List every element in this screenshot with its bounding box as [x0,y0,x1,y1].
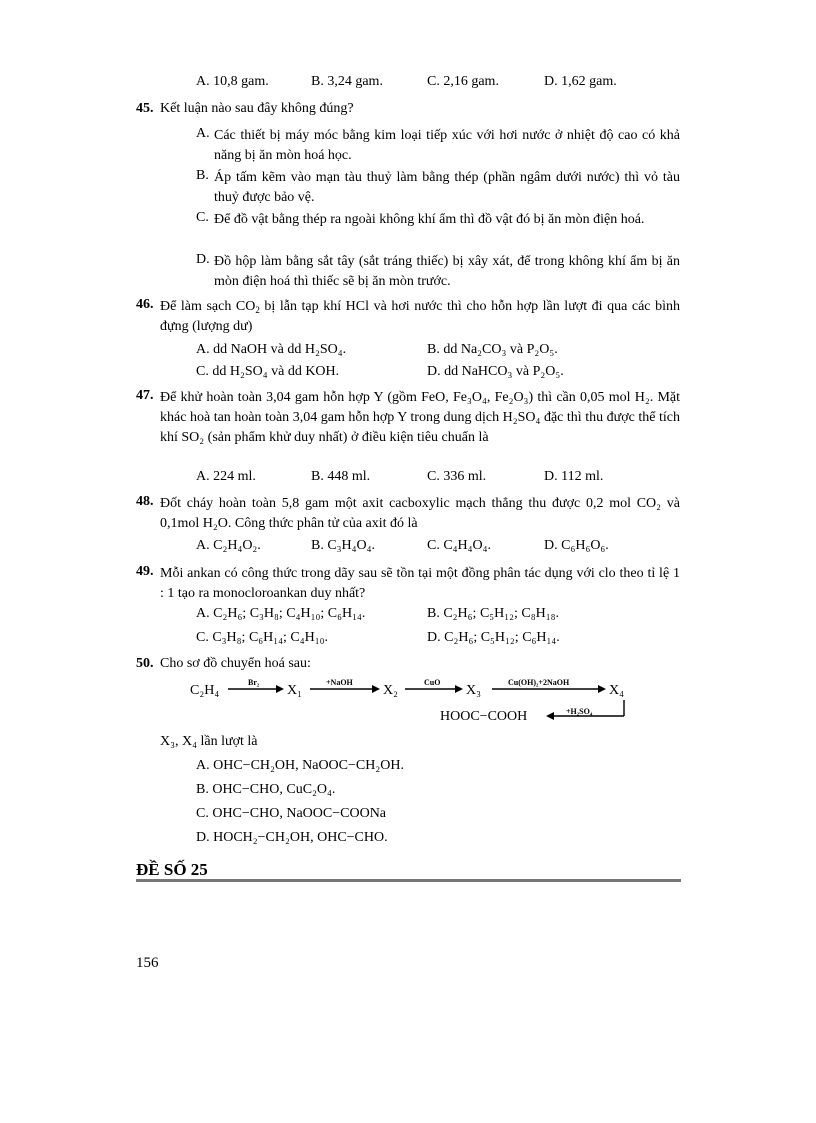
q48-option-b: B. C₃H₄O₄. [311,538,376,553]
scheme-x1: X₁ [287,683,302,698]
scheme-reagent-cuo: CuO [424,678,441,687]
q50-option-a: A. OHC−CH₂OH, NaOOC−CH₂OH. [196,758,404,773]
scheme-x3: X₃ [466,683,481,698]
section-divider [136,879,681,882]
scheme-reagent-h2so4: +H₂SO₄ [566,707,593,716]
q45-label-c: C. [196,210,209,225]
q49-stem: Mỗi ankan có công thức trong dãy sau sẽ tồn tại một đồng phân tác dụng với clo theo tỉ lệ 1 : 1 tạo ra monocloroankan duy nhất? [160,566,680,601]
q44-option-b: B. 3,24 gam. [311,74,383,89]
q45-option-b: Áp tấm kẽm vào mạn tàu thuỷ làm bằng thép (phần ngâm dưới nước) thì vỏ tàu thuỷ được bảo vệ. [214,170,680,205]
q46-stem: Để làm sạch $CO_2$ bị lẫn tạp khí HCl và hơi nước thì cho hỗn hợp lần lượt đi qua các bình đựng (lượng dư) [160,299,680,334]
q45-label-d: D. [196,252,210,267]
scheme-x2: X₂ [383,683,398,698]
q45-option-a: Các thiết bị máy móc bằng kim loại tiếp xúc với hơi nước ở nhiệt độ cao có khả năng bị ăn mòn hoá học. [214,128,680,163]
q49-option-c: C. C₃H₈; C₆H₁₄; C₄H₁₀. [196,630,329,645]
scheme-c2h4: C₂H₄ [190,683,220,698]
q50-stem: Cho sơ đồ chuyển hoá sau: [160,656,311,671]
scheme-arrow-3 [405,684,463,694]
q46-option-a: A. dd NaOH và dd H₂SO₄. [196,342,347,357]
q45-label-b: B. [196,168,209,183]
scheme-product: HOOC−COOH [440,709,528,724]
q47-option-a: A. 224 ml. [196,469,256,484]
q45-number: 45. [136,101,154,116]
q45-option-d: Đồ hộp làm bằng sắt tây (sắt tráng thiếc) bị xây xát, để trong không khí ẩm bị ăn mòn điện hoá thì thiếc sẽ bị ăn mòn trước. [214,254,680,289]
q47-option-d: D. 112 ml. [544,469,604,484]
scheme-reagent-cuoh2: Cu(OH)₂+2NaOH [508,678,570,687]
q47-stem: Để khử hoàn toàn 3,04 gam hỗn hợp Y (gồm FeO, Fe₃O₄, Fe₂O₃) thì cần 0,05 mol H₂. Mặt khác hoà tan hoàn toàn 3,04 gam hỗn hợp Y trong dung dịch H₂SO₄ đặc thì thu được thể tích khí SO₂ (sản phẩm khử duy nhất) ở điều kiện tiêu chuẩn là [160,390,680,445]
q44-option-d: D. 1,62 gam. [544,74,617,89]
section-title: ĐỀ SỐ 25 [136,860,208,879]
q45-option-c: Để đồ vật bằng thép ra ngoài không khí ẩm thì đồ vật đó bị ăn mòn điện hoá. [214,212,645,227]
q45-stem: Kết luận nào sau đây không đúng? [160,101,354,116]
q46-number: 46. [136,297,154,312]
q49-option-b: B. C₂H₆; C₅H₁₂; C₈H₁₈. [427,606,560,621]
scheme-reagent-naoh: +NaOH [326,678,353,687]
q46-option-d: D. dd NaHCO₃ và P₂O₅. [427,364,564,379]
q50-question: X₃, X₄ lần lượt là [160,734,258,749]
q49-option-d: D. C₂H₆; C₅H₁₂; C₆H₁₄. [427,630,560,645]
page-number: 156 [136,955,159,971]
q48-stem: Đốt cháy hoàn toàn 5,8 gam một axit cacboxylic mạch thẳng thu được 0,2 mol CO₂ và 0,1mol H₂O. Công thức phân tử của axit đó là [160,496,680,531]
scheme-reagent-br2: Br₂ [248,678,260,687]
q45-label-a: A. [196,126,210,141]
q48-option-c: C. C₄H₄O₄. [427,538,492,553]
scheme-arrow-2 [310,684,380,694]
q50-option-c: C. OHC−CHO, NaOOC−COONa [196,806,387,821]
q47-option-c: C. 336 ml. [427,469,487,484]
scheme-arrow-4 [492,684,606,694]
q50-number: 50. [136,656,154,671]
q44-option-a: A. 10,8 gam. [196,74,269,89]
q48-option-d: D. C₆H₆O₆. [544,538,609,553]
q48-number: 48. [136,494,154,509]
q50-option-b: B. OHC−CHO, CuC₂O₄. [196,782,336,797]
q49-option-a: A. C₂H₆; C₃H₈; C₄H₁₀; C₆H₁₄. [196,606,366,621]
scheme-x4: X₄ [609,683,624,698]
q47-number: 47. [136,388,154,403]
q47-option-b: B. 448 ml. [311,469,371,484]
q46-option-b: B. dd Na₂CO₃ và P₂O₅. [427,342,558,357]
q50-option-d: D. HOCH₂−CH₂OH, OHC−CHO. [196,830,388,845]
q46-option-c: C. dd H₂SO₄ và dd KOH. [196,364,340,379]
q48-option-a: A. C₂H₄O₂. [196,538,261,553]
q49-number: 49. [136,564,154,579]
q44-option-c: C. 2,16 gam. [427,74,499,89]
scheme-arrow-1 [228,684,284,694]
